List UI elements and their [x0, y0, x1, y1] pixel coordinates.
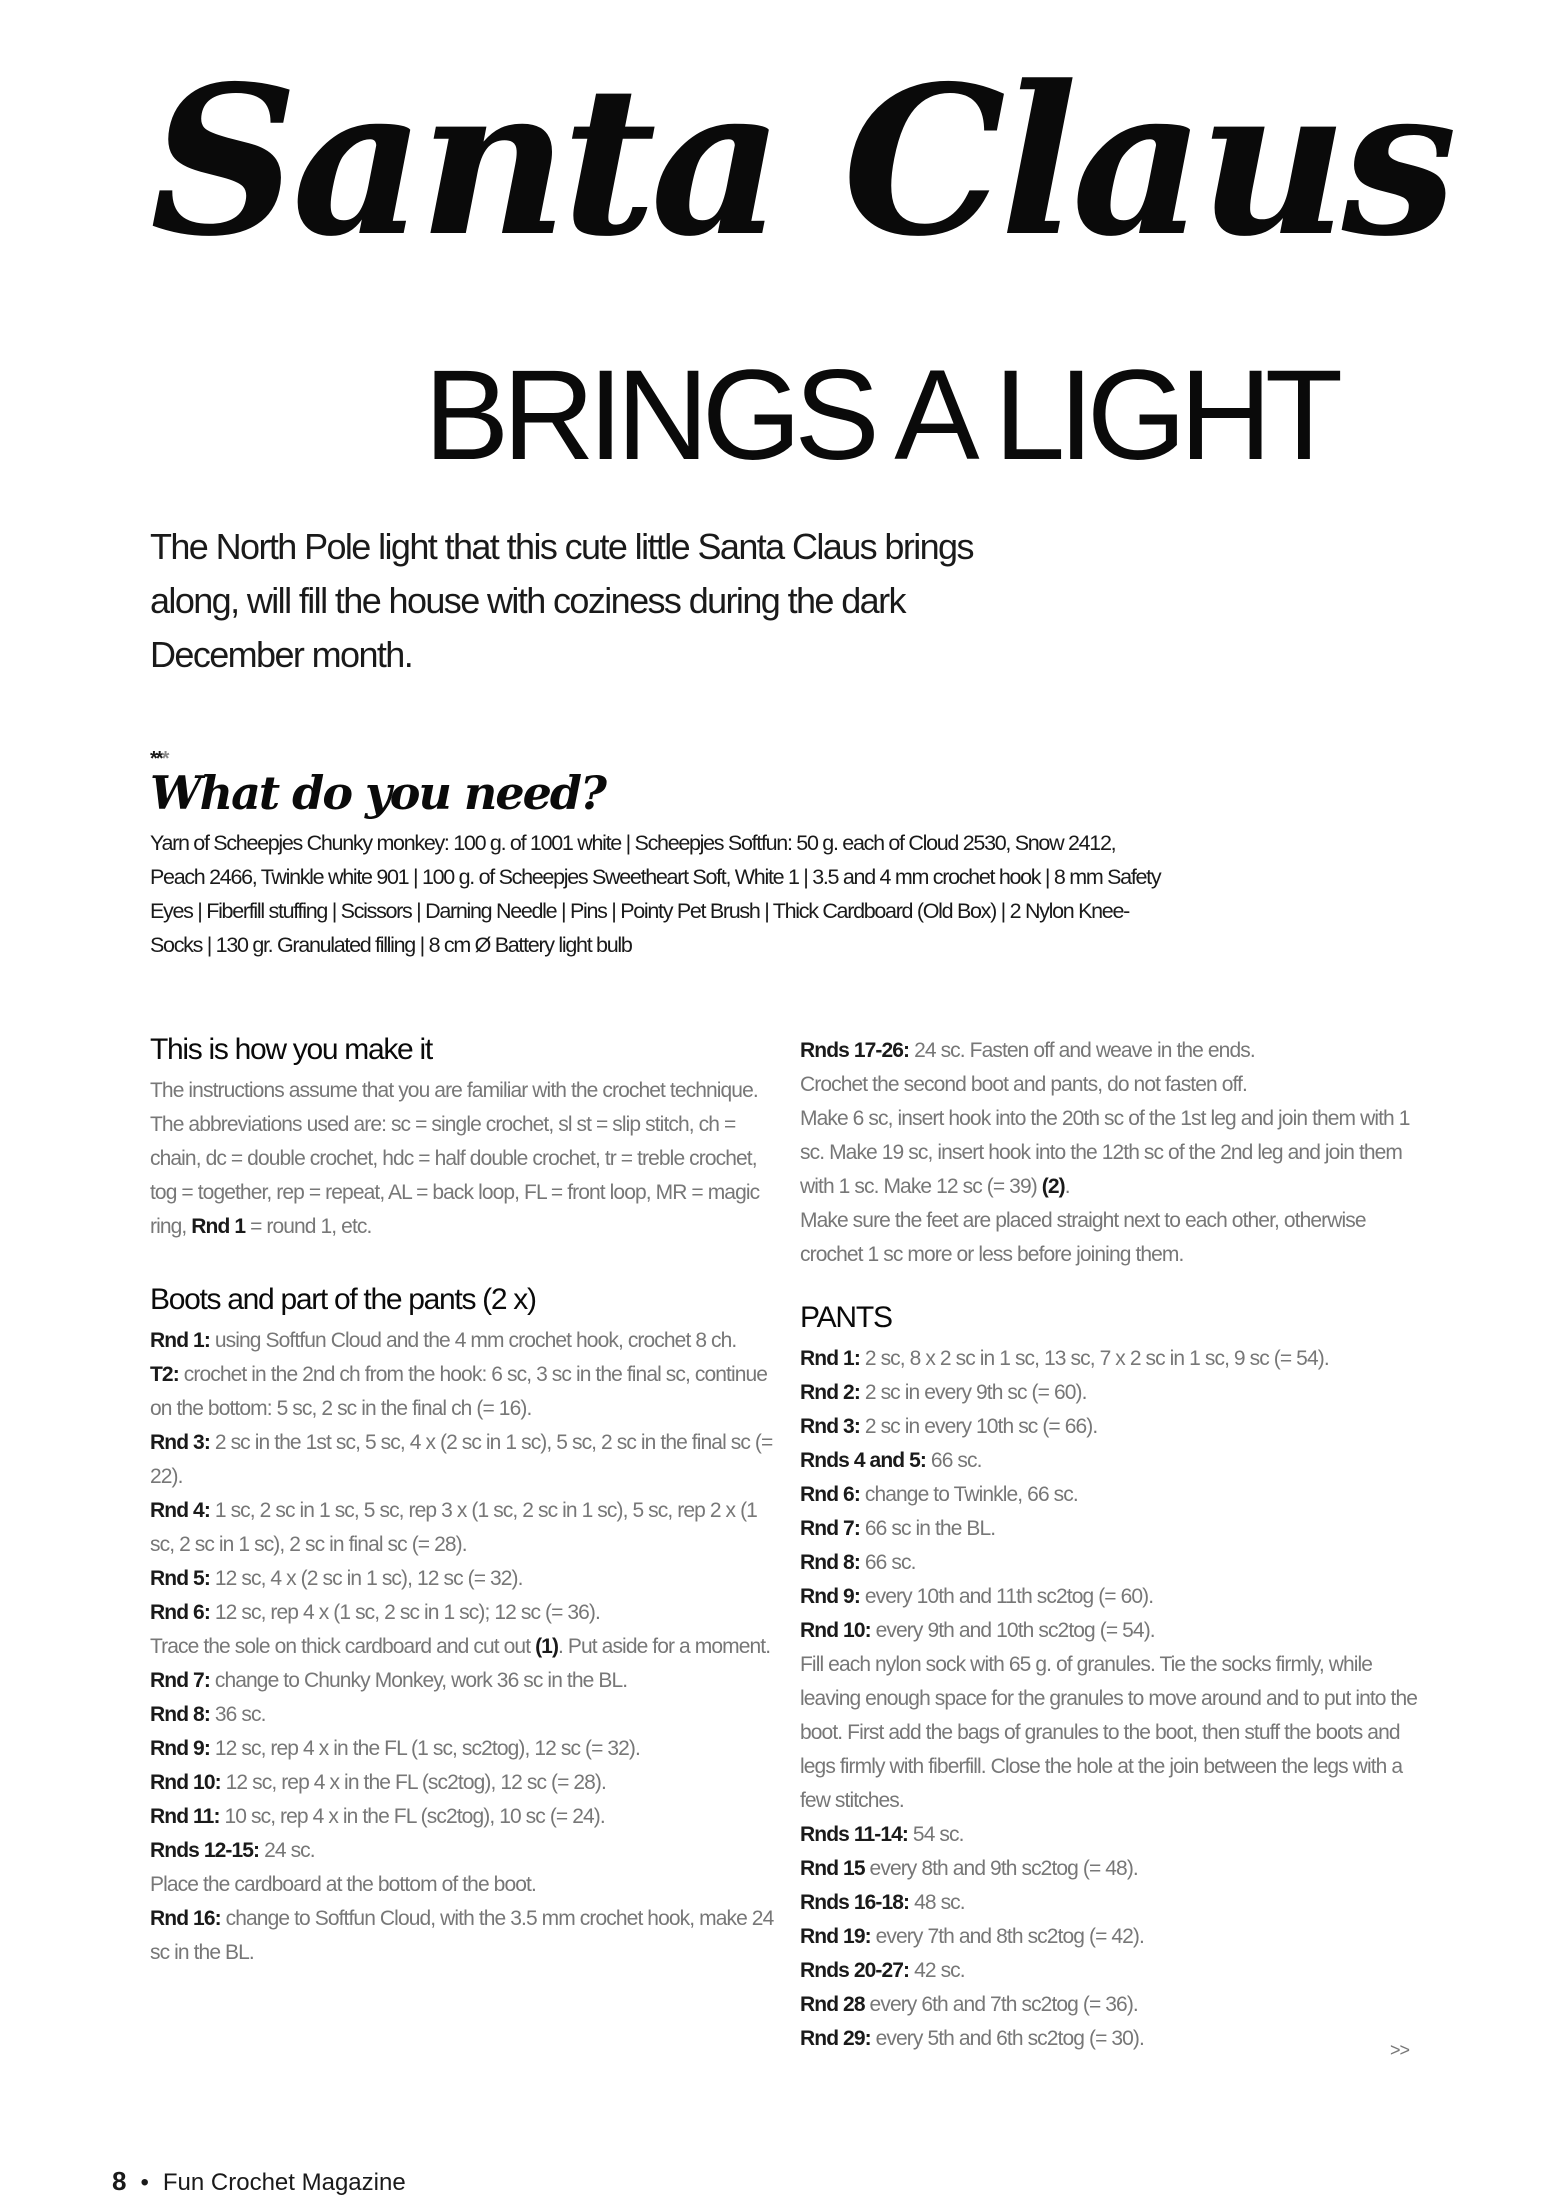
instruction-line — [800, 1886, 1420, 1920]
instruction-text-after: . — [1064, 1175, 1070, 1198]
round-label: Rnd 1: — [150, 1329, 210, 1352]
continue-marker: >> — [1390, 2040, 1410, 2060]
instruction-text: 36 sc. — [209, 1703, 266, 1726]
instruction-line — [800, 1068, 1420, 1102]
instruction-text: Make 6 sc, insert hook into the 20th sc of the 1st leg and join them with 1 sc. Make 19 sc, insert hook into the 12th sc of the 2nd leg and join them with 1 sc. Make 12 sc (= 39) — [800, 1107, 1410, 1198]
instruction-line — [800, 1580, 1420, 1614]
instruction-line — [150, 1732, 780, 1766]
pants-heading: PANTS — [800, 1301, 892, 1334]
right-top-instructions — [800, 1034, 1420, 1272]
round-label: Rnd 11: — [150, 1805, 220, 1828]
instruction-text: every 9th and 10th sc2tog (= 54). — [870, 1619, 1155, 1642]
instruction-line — [800, 1204, 1420, 1272]
instruction-text: 12 sc, rep 4 x in the FL (1 sc, sc2tog), 12 sc (= 32). — [209, 1737, 640, 1760]
instruction-text: 24 sc. — [259, 1839, 315, 1862]
instruction-text-after: . Put aside for a moment. — [558, 1635, 771, 1658]
round-label: Rnd 15 — [800, 1857, 865, 1880]
round-label: Rnd 9: — [800, 1585, 860, 1608]
instruction-line — [800, 1376, 1420, 1410]
instruction-line — [150, 1630, 780, 1664]
instruction-text: 12 sc, rep 4 x (1 sc, 2 sc in 1 sc); 12 sc (= 36). — [209, 1601, 600, 1624]
round-label: Rnd 29: — [800, 2027, 871, 2050]
instruction-line — [150, 1596, 780, 1630]
instruction-line — [150, 1426, 780, 1494]
materials-list: Yarn of Scheepjes Chunky monkey: 100 g. of 1001 white | Scheepjes Softfun: 50 g. each of Cloud 2530, Snow 2412, Peach 2466, Twinkle white 901 | 100 g. of Scheepjes Sweetheart Soft, White 1 | 3.5 and 4 mm crochet hook | 8 mm Safety Eyes | Fiberfill stuffing | Scissors | Darning Needle | Pins | Pointy Pet Brush | Thick Cardboard (Old Box) | 2 Nylon Knee-Socks | 130 gr. Granulated filling | 8 cm Ø Battery light bulb — [150, 831, 1161, 957]
instruction-text: every 5th and 6th sc2tog (= 30). — [870, 2027, 1144, 2050]
round-label: Rnds 20-27: — [800, 1959, 910, 1982]
instruction-text: 66 sc. — [926, 1449, 982, 1472]
page-number: 8 — [112, 2166, 127, 2196]
instruction-line — [150, 1494, 780, 1562]
footer-bullet: • — [140, 2169, 149, 2196]
instruction-line — [800, 1034, 1420, 1068]
instruction-text: 1 sc, 2 sc in 1 sc, 5 sc, rep 3 x (1 sc, 2 sc in 1 sc), 5 sc, rep 2 x (1 sc, 2 sc in 1 sc), 2 sc in final sc (= 28). — [150, 1499, 757, 1556]
round-label: Rnds 11-14: — [800, 1823, 908, 1846]
instruction-line — [150, 1664, 780, 1698]
instruction-text: every 6th and 7th sc2tog (= 36). — [864, 1993, 1138, 2016]
howto-text: The instructions assume that you are familiar with the crochet technique. The abbreviations used are: sc = single crochet, sl st = slip stitch, ch = chain, dc = double crochet, hdc = half double crochet, tr = treble crochet, tog = together, rep = repeat, AL = back loop, FL = front loop, MR = magic ring, — [150, 1079, 760, 1238]
right-column — [800, 1034, 1420, 2056]
instruction-text: 2 sc in every 10th sc (= 66). — [859, 1415, 1098, 1438]
instruction-line — [150, 1902, 780, 1970]
round-label: Rnd 8: — [150, 1703, 210, 1726]
instruction-line — [150, 1562, 780, 1596]
round-label: Rnd 7: — [150, 1669, 210, 1692]
instruction-text: 24 sc. Fasten off and weave in the ends. — [909, 1039, 1255, 1062]
round-label: Rnds 12-15: — [150, 1839, 260, 1862]
instruction-line — [800, 1988, 1420, 2022]
instruction-line — [800, 1410, 1420, 1444]
round-label: Rnd 10: — [150, 1771, 221, 1794]
instruction-line — [150, 1868, 780, 1902]
instruction-line — [800, 1920, 1420, 1954]
figure-reference: (1) — [535, 1635, 559, 1658]
howto-heading: This is how you make it — [150, 1033, 432, 1066]
instruction-text: change to Softfun Cloud, with the 3.5 mm crochet hook, make 24 sc in the BL. — [150, 1907, 774, 1964]
instruction-text: Crochet the second boot and pants, do not fasten off. — [800, 1073, 1247, 1096]
instruction-line — [150, 1358, 780, 1426]
round-label: Rnd 6: — [800, 1483, 860, 1506]
stars-dark: ** — [150, 748, 162, 770]
round-label: Rnd 7: — [800, 1517, 860, 1540]
round-label: Rnd 28 — [800, 1993, 865, 2016]
instruction-text: every 10th and 11th sc2tog (= 60). — [859, 1585, 1154, 1608]
what-do-you-need-heading: What do you need? — [150, 766, 605, 820]
instruction-line — [800, 1444, 1420, 1478]
instruction-line — [150, 1834, 780, 1868]
howto-rnd-label: Rnd 1 — [191, 1215, 246, 1238]
round-label: T2: — [150, 1363, 179, 1386]
round-label: Rnd 2: — [800, 1381, 860, 1404]
instruction-text: using Softfun Cloud and the 4 mm crochet hook, crochet 8 ch. — [209, 1329, 737, 1352]
instruction-text: 66 sc in the BL. — [859, 1517, 996, 1540]
round-label: Rnds 4 and 5: — [800, 1449, 926, 1472]
magazine-name: Fun Crochet Magazine — [162, 2169, 406, 2196]
instruction-line — [800, 1648, 1420, 1818]
instruction-line — [800, 1614, 1420, 1648]
instruction-line — [800, 1512, 1420, 1546]
howto-rnd-text: = round 1, etc. — [245, 1215, 372, 1238]
intro-paragraph: The North Pole light that this cute little Santa Claus brings along, will fill the house with coziness during the dark December month. — [150, 526, 973, 675]
instruction-line — [800, 1102, 1420, 1204]
instruction-text: 54 sc. — [907, 1823, 964, 1846]
boots-instructions — [150, 1324, 780, 1970]
instruction-text: every 7th and 8th sc2tog (= 42). — [870, 1925, 1144, 1948]
round-label: Rnd 8: — [800, 1551, 860, 1574]
instruction-line — [150, 1766, 780, 1800]
instruction-line — [150, 1800, 780, 1834]
instruction-line — [150, 1698, 780, 1732]
instruction-text: crochet in the 2nd ch from the hook: 6 sc, 3 sc in the final sc, continue on the bottom: 5 sc, 2 sc in the final ch (= 16). — [150, 1363, 768, 1420]
round-label: Rnd 6: — [150, 1601, 210, 1624]
instruction-line — [150, 1324, 780, 1358]
instruction-line — [800, 1852, 1420, 1886]
round-label: Rnd 3: — [800, 1415, 860, 1438]
instruction-text: 2 sc, 8 x 2 sc in 1 sc, 13 sc, 7 x 2 sc in 1 sc, 9 sc (= 54). — [859, 1347, 1329, 1370]
round-label: Rnd 5: — [150, 1567, 210, 1590]
instruction-line — [800, 1954, 1420, 1988]
instruction-text: 48 sc. — [909, 1891, 965, 1914]
instruction-text: 42 sc. — [909, 1959, 965, 1982]
instruction-text: Trace the sole on thick cardboard and cut out — [150, 1635, 536, 1658]
page-footer — [112, 2166, 406, 2197]
instruction-text: every 8th and 9th sc2tog (= 48). — [864, 1857, 1138, 1880]
round-label: Rnd 4: — [150, 1499, 210, 1522]
instruction-text: change to Twinkle, 66 sc. — [859, 1483, 1078, 1506]
round-label: Rnd 9: — [150, 1737, 210, 1760]
round-label: Rnds 16-18: — [800, 1891, 910, 1914]
instruction-text: Make sure the feet are placed straight next to each other, otherwise crochet 1 sc more or less before joining them. — [800, 1209, 1366, 1266]
round-label: Rnd 19: — [800, 1925, 871, 1948]
instruction-line — [800, 1478, 1420, 1512]
howto-paragraph — [150, 1074, 780, 1244]
instruction-line — [800, 1546, 1420, 1580]
pants-instructions — [800, 1342, 1420, 2056]
instruction-line — [800, 1818, 1420, 1852]
instruction-text: 10 sc, rep 4 x in the FL (sc2tog), 10 sc (= 24). — [219, 1805, 605, 1828]
instruction-text: change to Chunky Monkey, work 36 sc in the BL. — [209, 1669, 628, 1692]
figure-reference: (2) — [1041, 1175, 1065, 1198]
title-script: Santa Claus — [150, 42, 1452, 282]
instruction-text: 2 sc in every 9th sc (= 60). — [859, 1381, 1087, 1404]
instruction-text: 12 sc, rep 4 x in the FL (sc2tog), 12 sc (= 28). — [220, 1771, 606, 1794]
title-subtitle: BRINGS A LIGHT — [424, 344, 1337, 487]
instruction-line — [800, 1342, 1420, 1376]
round-label: Rnds 17-26: — [800, 1039, 910, 1062]
round-label: Rnd 10: — [800, 1619, 871, 1642]
left-column — [150, 1030, 780, 1970]
instruction-text: 12 sc, 4 x (2 sc in 1 sc), 12 sc (= 32). — [209, 1567, 523, 1590]
round-label: Rnd 16: — [150, 1907, 221, 1930]
instruction-text: Fill each nylon sock with 65 g. of granules. Tie the socks firmly, while leaving enough space for the granules to move around and to put into the boot. First add the bags of granules to the boot, then stuff the boots and legs firmly with fiberfill. Close the hole at the join between the legs with a few stitches. — [800, 1653, 1418, 1812]
boots-heading: Boots and part of the pants (2 x) — [150, 1283, 536, 1316]
instruction-text: 66 sc. — [859, 1551, 916, 1574]
round-label: Rnd 1: — [800, 1347, 860, 1370]
round-label: Rnd 3: — [150, 1431, 210, 1454]
instruction-text: 2 sc in the 1st sc, 5 sc, 4 x (2 sc in 1 sc), 5 sc, 2 sc in the final sc (= 22). — [150, 1431, 773, 1488]
instruction-line — [800, 2022, 1420, 2056]
stars-light: * — [161, 748, 168, 770]
instruction-text: Place the cardboard at the bottom of the boot. — [150, 1873, 536, 1896]
